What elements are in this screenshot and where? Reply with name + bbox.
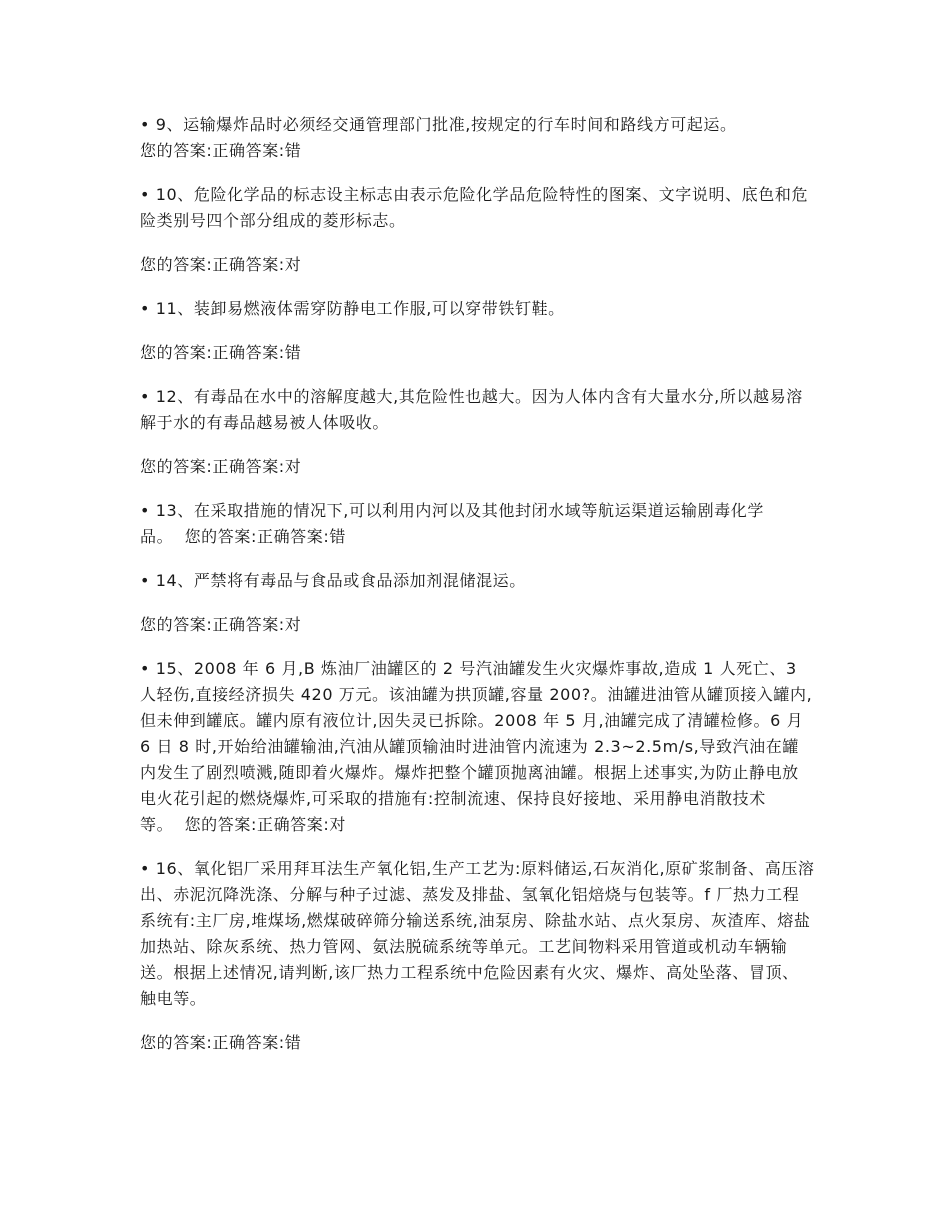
answer-line: 您的答案:正确答案:错 [140,141,302,160]
question-10 [140,182,815,234]
question-11 [140,296,815,322]
question-text: • 13、在采取措施的情况下,可以利用内河以及其他封闭水域等航运渠道运输剧毒化学品。 [140,501,764,546]
answer-11 [140,340,815,366]
answer-line: 您的答案:正确答案:对 [140,615,302,634]
question-text: • 11、装卸易燃液体需穿防静电工作服,可以穿带铁钉鞋。 [140,299,565,318]
answer-line: 您的答案:正确答案:错 [140,343,302,362]
question-15 [140,656,815,838]
question-9 [140,112,815,164]
answer-12 [140,454,815,480]
question-text: • 15、2008 年 6 月,B 炼油厂油罐区的 2 号汽油罐发生火灾爆炸事故,造成 1 人死亡、3 人轻伤,直接经济损失 420 万元。该油罐为拱顶罐,容量 200?。油罐进油管从罐顶接入罐内,但未伸到罐底。罐内原有液位计,因失灵已拆除。2008 年 5 月,油罐完成了清罐检修。6 月 6 日 8 时,开始给油罐输油,汽油从罐顶输油时进油管内流速为 2.3~2.5m/s,导致汽油在罐内发生了剧烈喷溅,随即着火爆炸。爆炸把整个罐顶抛离油罐。根据上述事实,为防止静电放电火花引起的燃烧爆炸,可采取的措施有:控制流速、保持良好接地、采用静电消散技术等。 [140,659,813,834]
question-text: • 14、严禁将有毒品与食品或食品添加剂混储混运。 [140,571,526,590]
question-text: • 16、氧化铝厂采用拜耳法生产氧化铝,生产工艺为:原料储运,石灰消化,原矿浆制备、高压溶出、赤泥沉降洗涤、分解与种子过滤、蒸发及排盐、氢氧化铝焙烧与包装等。f 厂热力工程系统有:主厂房,堆煤场,燃煤破碎筛分输送系统,油泵房、除盐水站、点火泵房、灰渣库、熔盐加热站、除灰系统、热力管网、氨法脱硫系统等单元。工艺间物料采用管道或机动车辆输送。根据上述情况,请判断,该厂热力工程系统中危险因素有火灾、爆炸、高处坠落、冒顶、触电等。 [140,859,815,1008]
answer-14 [140,612,815,638]
question-13 [140,498,815,550]
question-text: • 9、运输爆炸品时必须经交通管理部门批准,按规定的行车时间和路线方可起运。 [140,115,737,134]
answer-line: 您的答案:正确答案:对 [140,457,302,476]
question-16 [140,856,815,1012]
document-page [140,112,815,1056]
answer-line: 您的答案:正确答案:错 [184,527,346,546]
answer-10 [140,252,815,278]
question-14 [140,568,815,594]
answer-line: 您的答案:正确答案:对 [140,255,302,274]
answer-line: 您的答案:正确答案:错 [140,1033,302,1052]
answer-16 [140,1030,815,1056]
answer-line: 您的答案:正确答案:对 [184,815,346,834]
question-12 [140,384,815,436]
question-text: • 10、危险化学品的标志设主标志由表示危险化学品危险特性的图案、文字说明、底色和危险类别号四个部分组成的菱形标志。 [140,185,809,230]
question-text: • 12、有毒品在水中的溶解度越大,其危险性也越大。因为人体内含有大量水分,所以越易溶解于水的有毒品越易被人体吸收。 [140,387,803,432]
